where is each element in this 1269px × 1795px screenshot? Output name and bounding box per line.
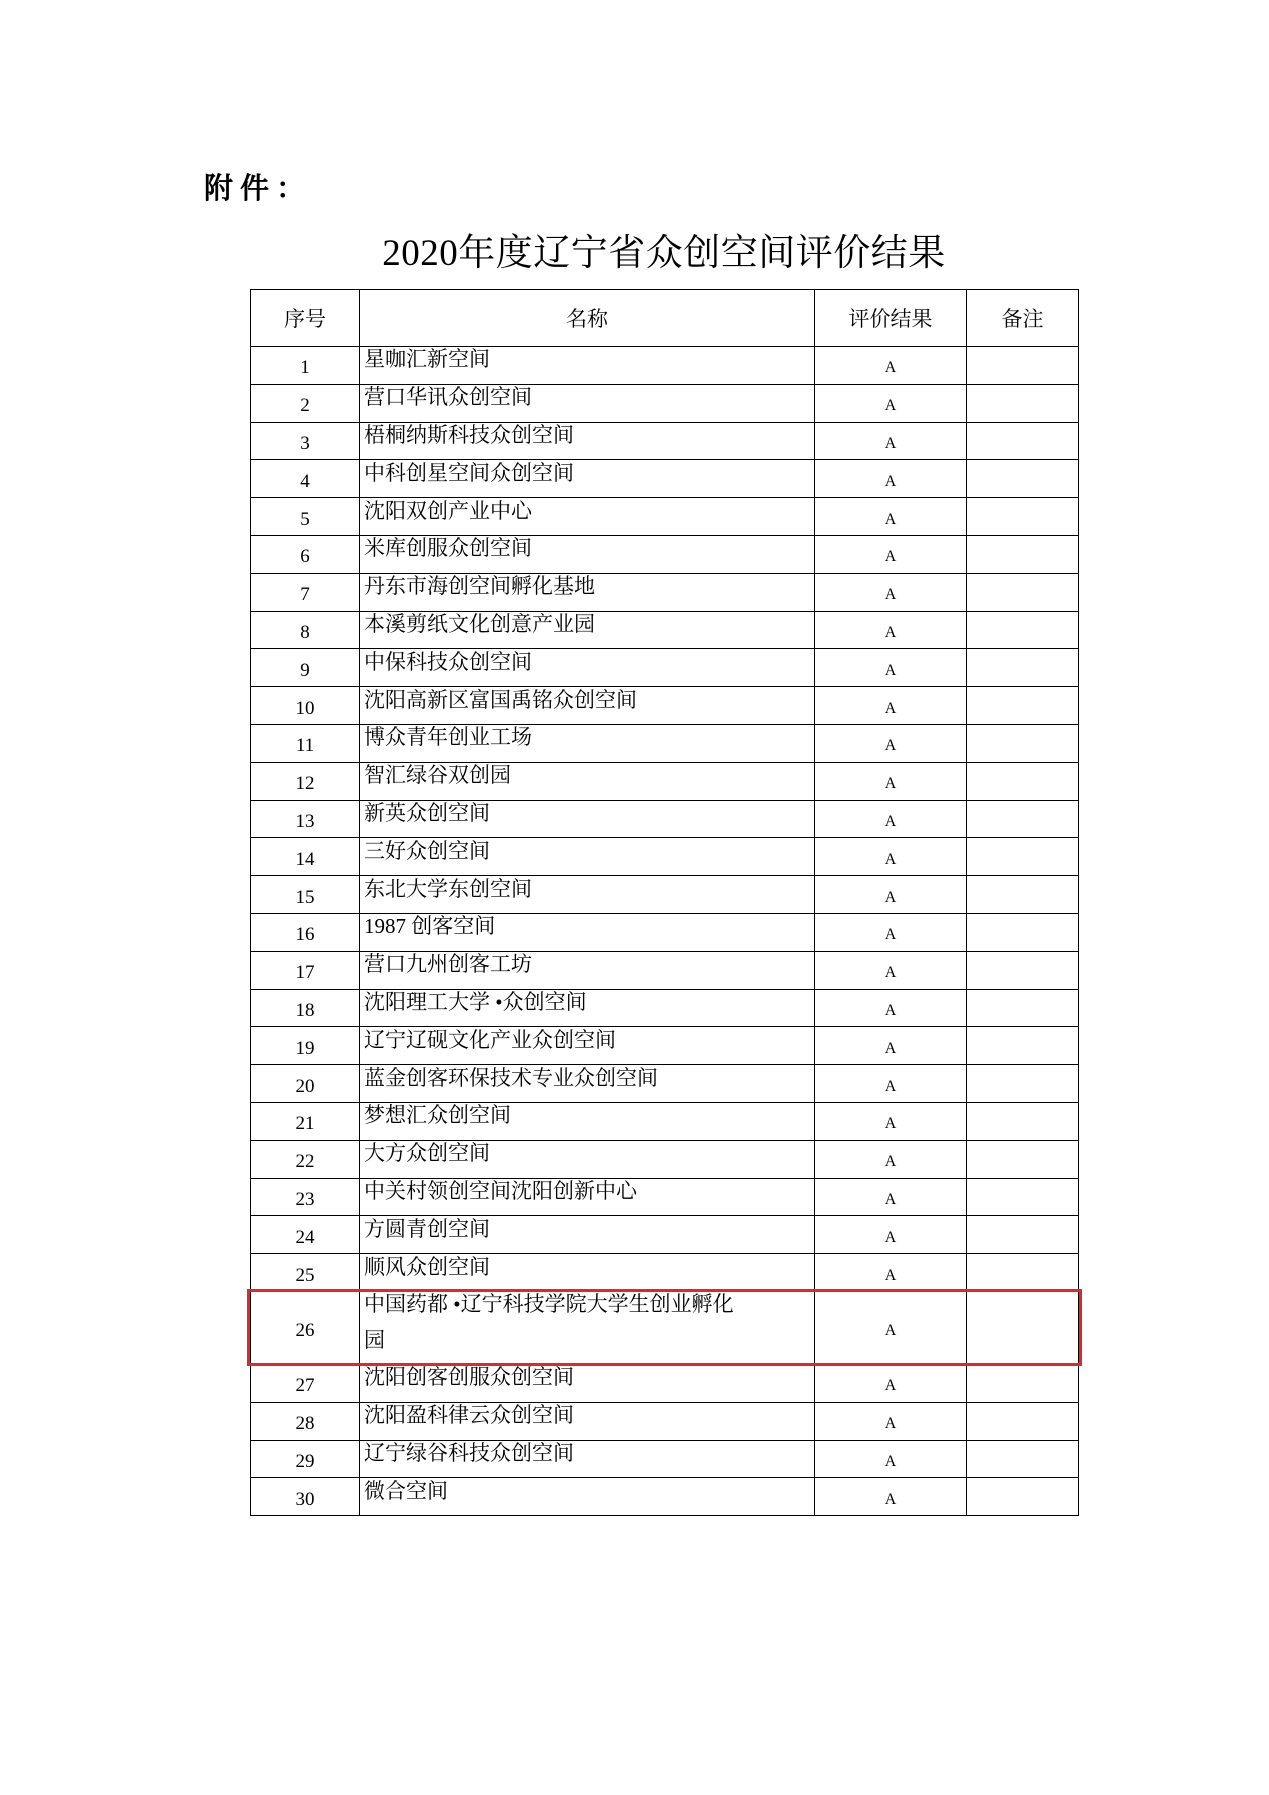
cell-rating <box>815 1291 967 1364</box>
header-rating: 评价结果 <box>815 290 967 347</box>
row-name-text: 沈阳盈科律云众创空间 <box>364 1403 574 1428</box>
cell-remark <box>967 762 1079 800</box>
row-name-text: 智汇绿谷双创园 <box>364 763 511 788</box>
cell-remark <box>967 498 1079 536</box>
row-seq-text: 23 <box>295 1188 315 1210</box>
cell-seq <box>251 724 360 762</box>
row-rating-text: A <box>884 1228 897 1246</box>
row-seq-text: 26 <box>295 1319 315 1341</box>
cell-remark <box>967 422 1079 460</box>
cell-rating <box>815 762 967 800</box>
cell-seq <box>251 1065 360 1103</box>
cell-rating <box>815 1178 967 1216</box>
row-name-text: 辽宁辽砚文化产业众创空间 <box>364 1027 616 1052</box>
cell-seq <box>251 498 360 536</box>
cell-remark <box>967 611 1079 649</box>
cell-seq <box>251 951 360 989</box>
row-seq-text: 3 <box>300 432 310 454</box>
row-rating-text: A <box>884 1190 897 1208</box>
cell-remark <box>967 1065 1079 1103</box>
row-name-text: 大方众创空间 <box>364 1141 490 1166</box>
cell-rating <box>815 876 967 914</box>
row-rating-text: A <box>884 1001 897 1019</box>
cell-rating <box>815 800 967 838</box>
cell-rating <box>815 384 967 422</box>
cell-rating <box>815 989 967 1027</box>
row-name-text: 博众青年创业工场 <box>364 725 532 750</box>
row-name-text: 星咖汇新空间 <box>364 347 490 372</box>
cell-seq <box>251 838 360 876</box>
row-rating-text: A <box>884 434 897 452</box>
cell-rating <box>815 687 967 725</box>
table-row <box>251 1291 1079 1364</box>
cell-rating <box>815 838 967 876</box>
cell-rating <box>815 1402 967 1440</box>
row-seq-text: 20 <box>295 1075 315 1097</box>
cell-rating <box>815 724 967 762</box>
cell-remark <box>967 1291 1079 1364</box>
cell-seq <box>251 1102 360 1140</box>
row-rating-text: A <box>884 1039 897 1057</box>
row-rating-text: A <box>884 1153 897 1171</box>
row-name-text: 1987 创客空间 <box>364 914 496 939</box>
cell-seq <box>251 384 360 422</box>
row-name-text: 中国药都 •辽宁科技学院大学生创业孵化园 <box>364 1291 734 1352</box>
cell-seq <box>251 1364 360 1402</box>
row-seq-text: 7 <box>300 584 310 606</box>
cell-rating <box>815 1065 967 1103</box>
row-seq-text: 9 <box>300 659 310 681</box>
cell-remark <box>967 951 1079 989</box>
table-row <box>251 1478 1079 1516</box>
row-rating-text: A <box>884 472 897 490</box>
row-name-text: 顺风众创空间 <box>364 1254 490 1279</box>
cell-remark <box>967 989 1079 1027</box>
cell-remark <box>967 913 1079 951</box>
row-name-text: 营口华讯众创空间 <box>364 385 532 410</box>
cell-seq <box>251 1402 360 1440</box>
cell-name <box>360 1478 815 1516</box>
row-seq-text: 14 <box>295 848 315 870</box>
row-name-text: 蓝金创客环保技术专业众创空间 <box>364 1065 658 1090</box>
header-remark: 备注 <box>967 290 1079 347</box>
cell-seq <box>251 1178 360 1216</box>
cell-remark <box>967 800 1079 838</box>
cell-remark <box>967 1402 1079 1440</box>
row-rating-text: A <box>884 1266 897 1284</box>
row-seq-text: 19 <box>295 1037 315 1059</box>
row-rating-text: A <box>884 1415 897 1433</box>
cell-seq <box>251 1216 360 1254</box>
header-seq: 序号 <box>251 290 360 347</box>
cell-rating <box>815 422 967 460</box>
row-name-text: 中科创星空间众创空间 <box>364 460 574 485</box>
row-rating-text: A <box>884 359 897 377</box>
row-seq-text: 30 <box>295 1488 315 1510</box>
cell-remark <box>967 1216 1079 1254</box>
cell-seq <box>251 611 360 649</box>
row-rating-text: A <box>884 1115 897 1133</box>
page-title: 2020年度辽宁省众创空间评价结果 <box>382 233 946 274</box>
cell-seq <box>251 1440 360 1478</box>
cell-rating <box>815 498 967 536</box>
row-name-text: 丹东市海创空间孵化基地 <box>364 574 595 599</box>
row-name-text: 梧桐纳斯科技众创空间 <box>364 422 574 447</box>
cell-rating <box>815 535 967 573</box>
cell-remark <box>967 384 1079 422</box>
cell-seq <box>251 649 360 687</box>
row-name-text: 方圆青创空间 <box>364 1216 490 1241</box>
row-seq-text: 25 <box>295 1264 315 1286</box>
row-rating-text: A <box>884 850 897 868</box>
row-name-text: 营口九州创客工坊 <box>364 952 532 977</box>
cell-rating <box>815 1102 967 1140</box>
row-seq-text: 15 <box>295 886 315 908</box>
cell-rating <box>815 1140 967 1178</box>
evaluation-results-table <box>250 289 1079 1516</box>
row-seq-text: 13 <box>295 810 315 832</box>
row-rating-text: A <box>884 510 897 528</box>
row-rating-text: A <box>884 1321 897 1339</box>
row-name-text: 中关村领创空间沈阳创新中心 <box>364 1178 637 1203</box>
row-name-text: 米库创服众创空间 <box>364 536 532 561</box>
cell-seq <box>251 573 360 611</box>
row-name-text: 三好众创空间 <box>364 838 490 863</box>
row-rating-text: A <box>884 661 897 679</box>
cell-seq <box>251 1478 360 1516</box>
row-name-text: 沈阳双创产业中心 <box>364 498 532 523</box>
row-seq-text: 16 <box>295 924 315 946</box>
row-rating-text: A <box>884 397 897 415</box>
cell-rating <box>815 913 967 951</box>
cell-remark <box>967 1102 1079 1140</box>
row-rating-text: A <box>884 1077 897 1095</box>
cell-rating <box>815 1254 967 1292</box>
cell-seq <box>251 535 360 573</box>
row-seq-text: 27 <box>295 1375 315 1397</box>
cell-seq <box>251 762 360 800</box>
cell-rating <box>815 1440 967 1478</box>
cell-rating <box>815 1027 967 1065</box>
row-name-text: 中保科技众创空间 <box>364 649 532 674</box>
cell-seq <box>251 687 360 725</box>
table-header <box>251 290 1079 347</box>
cell-seq <box>251 913 360 951</box>
cell-remark <box>967 1178 1079 1216</box>
row-seq-text: 17 <box>295 962 315 984</box>
row-rating-text: A <box>884 1490 897 1508</box>
header-name: 名称 <box>360 290 815 347</box>
cell-seq <box>251 1291 360 1364</box>
cell-remark <box>967 1478 1079 1516</box>
row-seq-text: 5 <box>300 508 310 530</box>
cell-remark <box>967 876 1079 914</box>
row-seq-text: 28 <box>295 1413 315 1435</box>
row-seq-text: 18 <box>295 999 315 1021</box>
row-rating-text: A <box>884 1377 897 1395</box>
row-rating-text: A <box>884 548 897 566</box>
row-name-text: 东北大学东创空间 <box>364 876 532 901</box>
row-seq-text: 29 <box>295 1450 315 1472</box>
cell-rating <box>815 1216 967 1254</box>
row-seq-text: 1 <box>300 357 310 379</box>
row-name-text: 沈阳创客创服众创空间 <box>364 1365 574 1390</box>
cell-rating <box>815 573 967 611</box>
cell-remark <box>967 1364 1079 1402</box>
attachment-label: 附件： <box>204 171 313 205</box>
cell-rating <box>815 649 967 687</box>
cell-rating <box>815 347 967 385</box>
cell-remark <box>967 573 1079 611</box>
row-name-text: 沈阳理工大学 •众创空间 <box>364 989 587 1014</box>
row-rating-text: A <box>884 775 897 793</box>
cell-seq <box>251 460 360 498</box>
cell-seq <box>251 422 360 460</box>
row-rating-text: A <box>884 699 897 717</box>
cell-remark <box>967 1027 1079 1065</box>
row-rating-text: A <box>884 1452 897 1470</box>
row-seq-text: 24 <box>295 1226 315 1248</box>
header-row <box>251 290 1079 347</box>
cell-remark <box>967 347 1079 385</box>
cell-rating <box>815 951 967 989</box>
row-seq-text: 12 <box>295 773 315 795</box>
row-seq-text: 2 <box>300 395 310 417</box>
row-rating-text: A <box>884 926 897 944</box>
row-seq-text: 8 <box>300 621 310 643</box>
row-name-text: 梦想汇众创空间 <box>364 1103 511 1128</box>
cell-rating <box>815 1364 967 1402</box>
row-rating-text: A <box>884 623 897 641</box>
cell-remark <box>967 724 1079 762</box>
cell-remark <box>967 1140 1079 1178</box>
row-seq-text: 4 <box>300 470 310 492</box>
row-seq-text: 21 <box>295 1113 315 1135</box>
row-rating-text: A <box>884 812 897 830</box>
cell-seq <box>251 1027 360 1065</box>
cell-name <box>360 1291 815 1364</box>
cell-seq <box>251 1140 360 1178</box>
cell-remark <box>967 838 1079 876</box>
row-name-text: 本溪剪纸文化创意产业园 <box>364 611 595 636</box>
cell-seq <box>251 876 360 914</box>
cell-remark <box>967 649 1079 687</box>
row-rating-text: A <box>884 888 897 906</box>
cell-remark <box>967 1440 1079 1478</box>
cell-seq <box>251 347 360 385</box>
row-name-text: 辽宁绿谷科技众创空间 <box>364 1440 574 1465</box>
cell-seq <box>251 1254 360 1292</box>
row-seq-text: 10 <box>295 697 315 719</box>
row-name-text: 微合空间 <box>364 1478 448 1503</box>
table-body <box>251 347 1079 1516</box>
row-rating-text: A <box>884 964 897 982</box>
cell-seq <box>251 800 360 838</box>
cell-remark <box>967 460 1079 498</box>
row-seq-text: 22 <box>295 1151 315 1173</box>
cell-remark <box>967 687 1079 725</box>
row-rating-text: A <box>884 737 897 755</box>
cell-remark <box>967 1254 1079 1292</box>
cell-remark <box>967 535 1079 573</box>
cell-seq <box>251 989 360 1027</box>
row-name-text: 新英众创空间 <box>364 800 490 825</box>
row-name-text: 沈阳高新区富国禹铭众创空间 <box>364 687 637 712</box>
row-seq-text: 11 <box>295 735 315 757</box>
cell-rating <box>815 1478 967 1516</box>
cell-rating <box>815 460 967 498</box>
row-seq-text: 6 <box>300 546 310 568</box>
row-rating-text: A <box>884 586 897 604</box>
cell-rating <box>815 611 967 649</box>
